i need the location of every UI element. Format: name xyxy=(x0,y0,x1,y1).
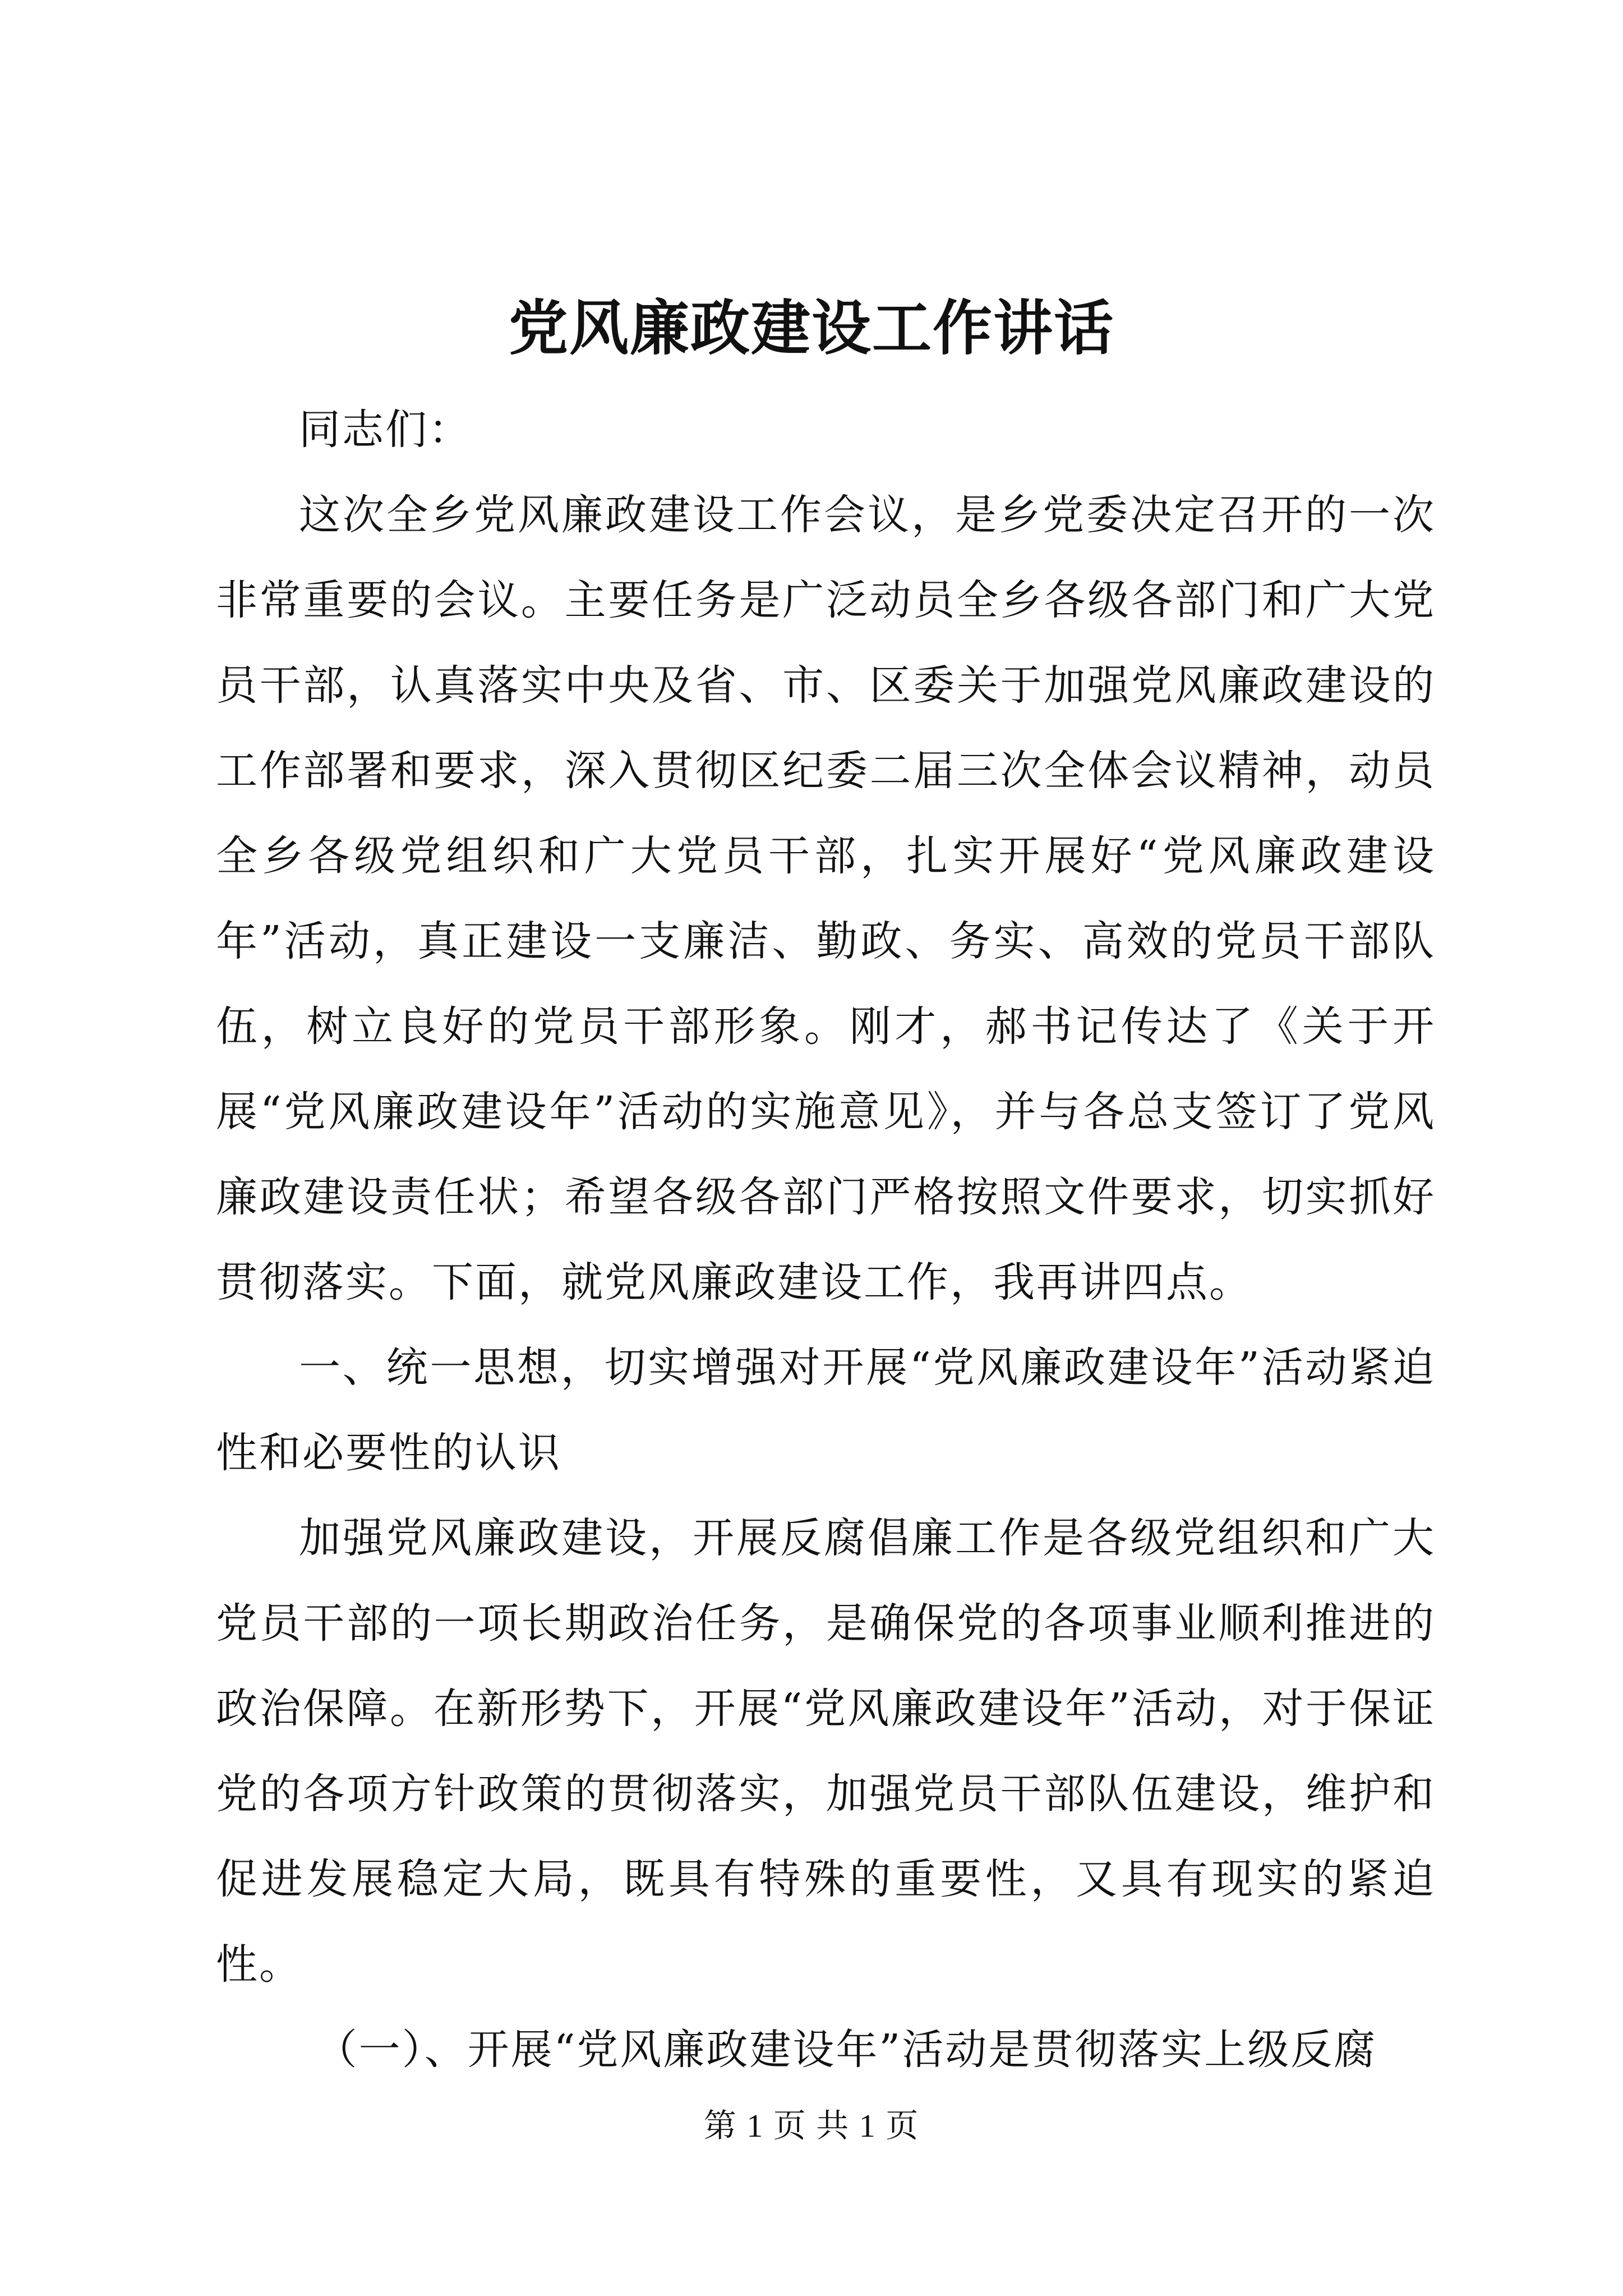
document-title: 党风廉政建设工作讲话 xyxy=(509,293,1114,363)
section-1-paragraph: 加强党风廉政建设，开展反腐倡廉工作是各级党组织和广大党员干部的一项长期政治任务，是确保党的各项事业顺利推进的政治保障。在新形势下，开展“党风廉政建设年”活动，对于保证党的各项方针政策的贯彻落实，加强党员干部队伍建设，维护和促进发展稳定大局，既具有特殊的重要性，又具有现实的紧迫性。 xyxy=(216,1514,1436,1989)
intro-paragraph: 这次全乡党风廉政建设工作会议，是乡党委决定召开的一次非常重要的会议。主要任务是广泛动员全乡各级各部门和广大党员干部，认真落实中央及省、市、区委关于加强党风廉政建设的工作部署和要求，深入贯彻区纪委二届三次全体会议精神，动员全乡各级党组织和广大党员干部，扎实开展好“党风廉政建设年”活动，真正建设一支廉洁、勤政、务实、高效的党员干部队伍，树立良好的党员干部形象。刚才，郝书记传达了《关于开展“党风廉政建设年”活动的实施意见》，并与各总支签订了党风廉政建设责任状；希望各级各部门严格按照文件要求，切实抓好贯彻落实。下面，就党风廉政建设工作，我再讲四点。 xyxy=(216,491,1436,1306)
salutation-paragraph: 同志们： xyxy=(299,406,472,454)
section-heading-1: 一、统一思想，切实增强对开展“党风廉政建设年”活动紧迫性和必要性的认识 xyxy=(216,1343,1436,1477)
page-footer: 第 1 页 共 1 页 xyxy=(703,2108,920,2144)
subsection-heading-1: （一）、开展“党风廉政建设年”活动是贯彻落实上级反腐 xyxy=(315,2026,1377,2074)
document-body xyxy=(216,387,1436,2092)
